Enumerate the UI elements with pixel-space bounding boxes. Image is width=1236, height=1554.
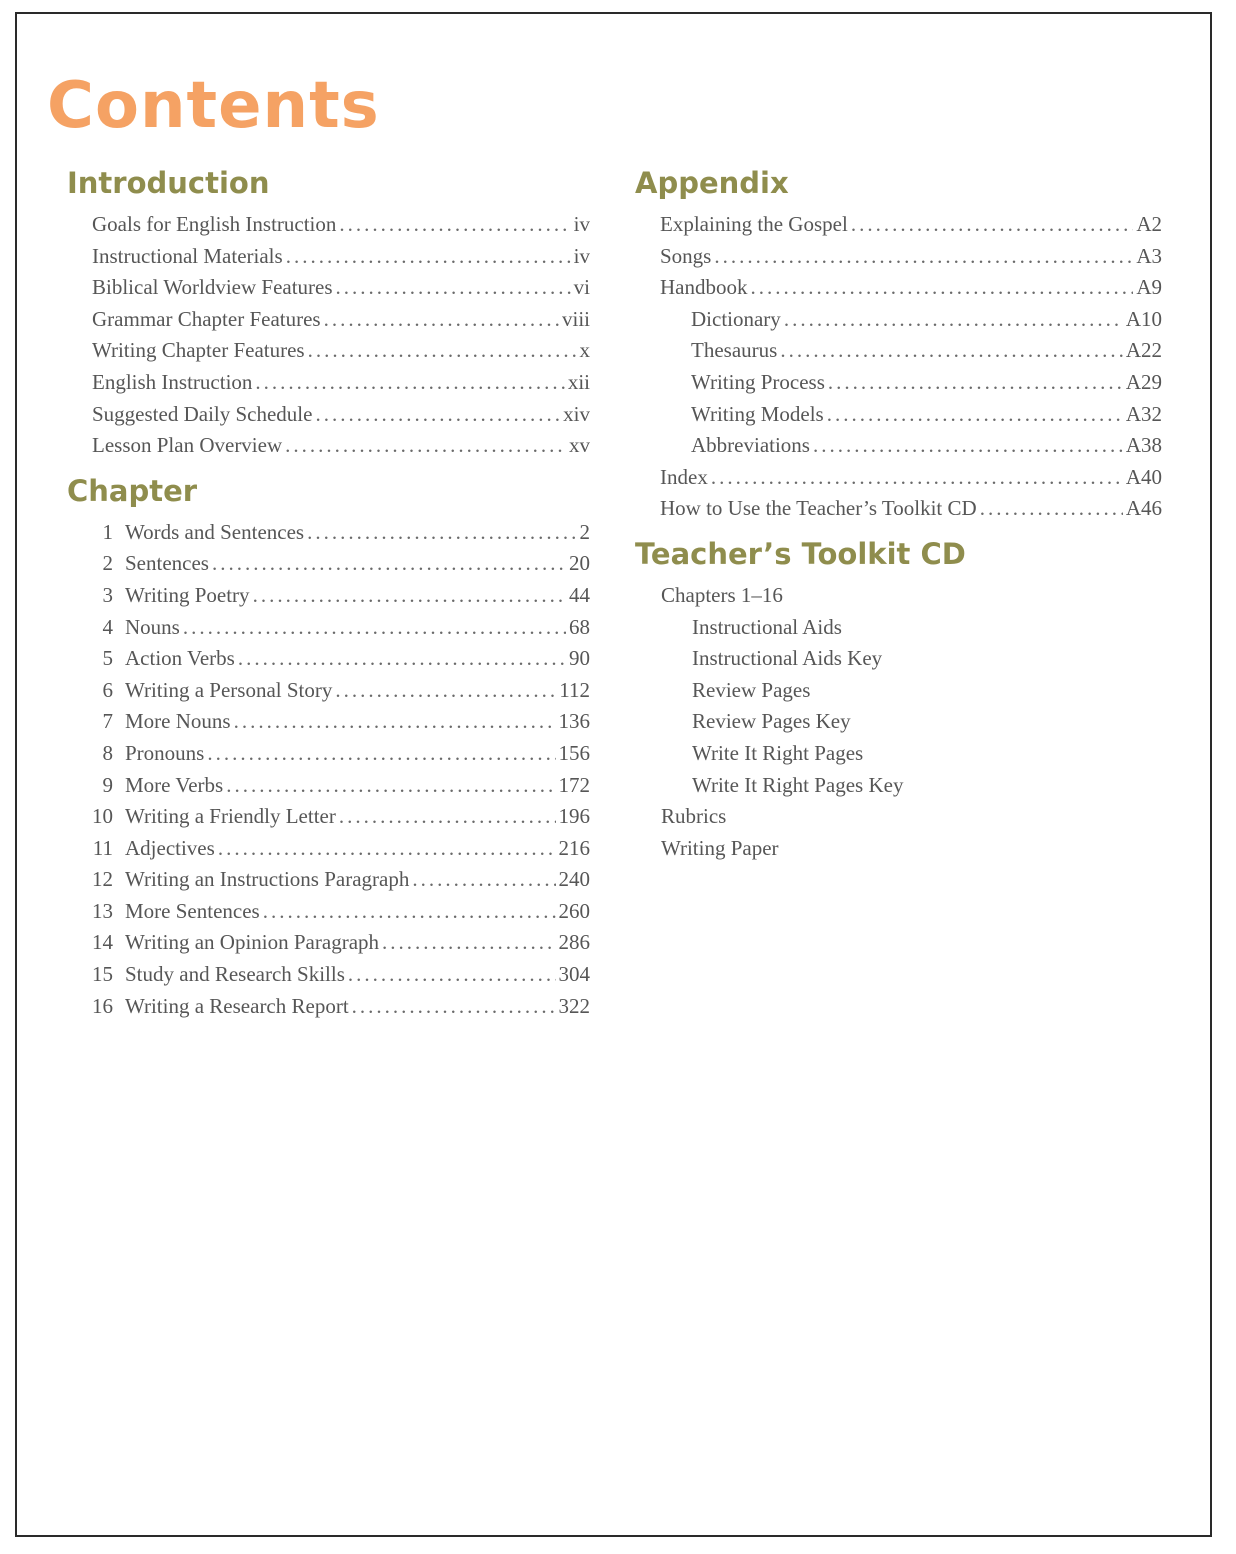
dot-leader — [980, 493, 1123, 525]
entry-page: A38 — [1125, 433, 1162, 458]
entry-label: Writing a Friendly Letter — [125, 804, 336, 829]
dot-leader — [308, 335, 577, 367]
right-column — [635, 164, 1162, 864]
toolkit-subitem[interactable]: Write It Right Pages — [692, 740, 864, 765]
dot-leader — [253, 580, 566, 612]
dot-leader — [813, 430, 1123, 462]
dot-leader — [218, 833, 556, 865]
entry-page: 44 — [569, 582, 590, 607]
entry-label: Study and Research Skills — [125, 962, 345, 987]
entry-label: Writing Process — [691, 369, 825, 394]
entry-page: A9 — [1136, 275, 1162, 300]
dot-leader — [335, 675, 556, 707]
entry-label: Songs — [660, 243, 712, 268]
chapter-entry[interactable] — [67, 517, 590, 549]
section-heading-introduction: Introduction — [67, 166, 270, 200]
entry-page: A22 — [1125, 338, 1162, 363]
section-heading-chapter: Chapter — [67, 473, 198, 508]
toc-subentry[interactable] — [635, 335, 1162, 367]
entry-page: 156 — [558, 740, 590, 765]
dot-leader — [751, 272, 1134, 304]
dot-leader — [234, 706, 556, 738]
chapter-number: 16 — [92, 993, 113, 1018]
entry-label: Pronouns — [125, 740, 205, 765]
entry-page: A29 — [1125, 369, 1162, 394]
toolkit-subitem[interactable]: Write It Right Pages Key — [692, 772, 904, 797]
toc-entry[interactable] — [67, 272, 590, 304]
toc-entry[interactable] — [67, 209, 590, 241]
dot-leader — [851, 209, 1134, 241]
entry-page: A40 — [1125, 464, 1162, 489]
chapter-number: 10 — [92, 804, 113, 829]
chapter-number: 5 — [102, 646, 113, 671]
chapter-number: 14 — [92, 930, 113, 955]
toc-subentry[interactable] — [635, 430, 1162, 462]
entry-page: iv — [573, 243, 590, 268]
dot-leader — [238, 643, 566, 675]
entry-label: Adjectives — [125, 835, 215, 860]
dot-leader — [827, 399, 1123, 431]
chapter-entry[interactable] — [67, 548, 590, 580]
chapter-number: 3 — [102, 582, 113, 607]
entry-page: 260 — [558, 898, 590, 923]
chapter-number: 9 — [102, 772, 113, 797]
entry-page: 136 — [558, 709, 590, 734]
entry-page: A10 — [1125, 306, 1162, 331]
entry-label: Writing Chapter Features — [92, 338, 305, 363]
chapter-number: 1 — [102, 519, 113, 544]
section-heading-appendix: Appendix — [635, 166, 789, 200]
toc-entry[interactable] — [635, 272, 1162, 304]
section-heading-toolkit: Teacher’s Toolkit CD — [635, 536, 966, 571]
dot-leader — [382, 927, 555, 959]
entry-label: Explaining the Gospel — [660, 212, 848, 236]
toc-subentry[interactable] — [635, 399, 1162, 431]
chapter-number: 15 — [92, 962, 113, 987]
entry-label: How to Use the Teacher’s Toolkit CD — [660, 496, 977, 521]
entry-page: 240 — [558, 867, 590, 892]
entry-page: 90 — [569, 646, 590, 671]
chapter-entry[interactable] — [67, 738, 590, 770]
entry-page: A46 — [1125, 496, 1162, 521]
chapter-number: 8 — [102, 740, 113, 765]
toc-subentry[interactable] — [635, 367, 1162, 399]
chapter-entry[interactable] — [67, 801, 590, 833]
entry-label: Writing an Instructions Paragraph — [125, 867, 410, 892]
toc-entry[interactable] — [635, 241, 1162, 273]
entry-page: 172 — [558, 772, 590, 797]
dot-leader — [828, 367, 1123, 399]
entry-page: x — [579, 338, 590, 363]
entry-label: Sentences — [125, 551, 209, 576]
entry-page: 2 — [579, 519, 590, 544]
chapter-number: 2 — [102, 551, 113, 576]
entry-label: English Instruction — [92, 369, 253, 394]
chapter-entry[interactable] — [67, 612, 590, 644]
entry-label: Biblical Worldview Features — [92, 275, 333, 300]
dot-leader — [711, 462, 1123, 494]
dot-leader — [336, 272, 571, 304]
dot-leader — [286, 241, 571, 273]
entry-label: Writing a Personal Story — [125, 677, 333, 702]
chapter-entry[interactable] — [67, 580, 590, 612]
entry-page: 112 — [559, 677, 590, 702]
dot-leader — [315, 399, 560, 431]
chapter-entry[interactable] — [67, 706, 590, 738]
dot-leader — [263, 896, 556, 928]
toc-entry[interactable] — [635, 493, 1162, 525]
toc-entry[interactable] — [67, 399, 590, 431]
dot-leader — [324, 304, 559, 336]
chapter-entry[interactable] — [67, 896, 590, 928]
toc-entry[interactable] — [635, 209, 1162, 241]
dot-leader — [307, 517, 576, 549]
entry-label: More Verbs — [125, 772, 224, 797]
entry-label: Lesson Plan Overview — [92, 433, 283, 458]
toolkit-item[interactable]: Writing Paper — [661, 835, 779, 860]
chapter-entry[interactable] — [67, 675, 590, 707]
dot-leader — [212, 548, 566, 580]
chapter-entry[interactable] — [67, 991, 590, 1023]
chapter-entry[interactable] — [67, 927, 590, 959]
entry-page: xii — [567, 369, 590, 394]
entry-page: 286 — [558, 930, 590, 955]
chapter-entry[interactable] — [67, 643, 590, 675]
entry-label: Writing a Research Report — [125, 993, 349, 1018]
entry-label: Handbook — [660, 275, 748, 300]
chapter-number: 6 — [102, 677, 113, 702]
toc-subentry[interactable] — [635, 304, 1162, 336]
entry-page: 20 — [569, 551, 590, 576]
toc-entry[interactable] — [67, 241, 590, 273]
entry-page: xiv — [563, 401, 590, 426]
dot-leader — [339, 209, 570, 241]
dot-leader — [255, 367, 564, 399]
dot-leader — [780, 335, 1123, 367]
entry-label: Action Verbs — [125, 646, 235, 671]
chapter-entry[interactable] — [67, 833, 590, 865]
entry-page: 304 — [558, 962, 590, 987]
entry-label: Grammar Chapter Features — [92, 306, 321, 331]
entry-label: Thesaurus — [691, 338, 778, 363]
page-title: Contents — [47, 69, 380, 143]
entry-label: Writing Poetry — [125, 582, 250, 607]
toolkit-list — [635, 580, 1162, 864]
toc-entry[interactable] — [67, 367, 590, 399]
toc-entry[interactable] — [67, 335, 590, 367]
entry-label: Instructional Materials — [92, 243, 283, 268]
chapter-number: 13 — [92, 898, 113, 923]
entry-label: Writing an Opinion Paragraph — [125, 930, 380, 955]
toc-page — [15, 12, 1212, 1537]
dot-leader — [339, 801, 556, 833]
appendix-list — [635, 209, 1162, 525]
chapter-number: 11 — [92, 835, 113, 860]
toc-entry[interactable] — [67, 304, 590, 336]
dot-leader — [183, 612, 566, 644]
entry-page: 196 — [558, 804, 590, 829]
dot-leader — [348, 959, 556, 991]
chapter-entry[interactable] — [67, 864, 590, 896]
entry-page: xv — [569, 433, 590, 458]
entry-label: Words and Sentences — [125, 519, 305, 544]
dot-leader — [714, 241, 1133, 273]
chapter-number: 12 — [92, 867, 113, 892]
toolkit-subitem[interactable]: Review Pages — [692, 677, 811, 702]
toolkit-subitem[interactable]: Instructional Aids — [692, 614, 842, 639]
dot-leader — [207, 738, 555, 770]
dot-leader — [412, 864, 555, 896]
toolkit-item[interactable]: Rubrics — [661, 804, 727, 829]
entry-label: Index — [660, 464, 708, 489]
chapter-number: 7 — [102, 709, 113, 734]
toc-entry[interactable] — [67, 430, 590, 462]
entry-page: 322 — [558, 993, 590, 1018]
toolkit-item[interactable]: Chapters 1–16 — [661, 582, 783, 607]
entry-label: Nouns — [125, 614, 180, 639]
entry-label: Writing Models — [691, 401, 824, 426]
entry-page: vi — [573, 275, 590, 300]
entry-label: Goals for English Instruction — [92, 212, 337, 236]
dot-leader — [784, 304, 1123, 336]
toc-entry[interactable] — [635, 462, 1162, 494]
entry-page: viii — [561, 306, 590, 331]
entry-page: A32 — [1125, 401, 1162, 426]
entry-label: Dictionary — [691, 306, 781, 331]
toolkit-subitem[interactable]: Instructional Aids Key — [692, 646, 883, 671]
entry-page: 68 — [569, 614, 590, 639]
entry-page: iv — [573, 212, 590, 236]
chapter-entry[interactable] — [67, 770, 590, 802]
dot-leader — [285, 430, 566, 462]
entry-page: 216 — [558, 835, 590, 860]
entry-page: A2 — [1136, 212, 1162, 236]
dot-leader — [352, 991, 556, 1023]
entry-label: Abbreviations — [691, 433, 810, 458]
entry-label: Suggested Daily Schedule — [92, 401, 313, 426]
chapter-number: 4 — [102, 614, 113, 639]
left-column — [67, 164, 590, 1022]
dot-leader — [226, 770, 555, 802]
toolkit-subitem[interactable]: Review Pages Key — [692, 709, 851, 734]
chapter-entry[interactable] — [67, 959, 590, 991]
entry-label: More Nouns — [125, 709, 231, 734]
chapter-list — [67, 517, 590, 1023]
entry-page: A3 — [1136, 243, 1162, 268]
introduction-list — [67, 209, 590, 462]
entry-label: More Sentences — [125, 898, 260, 923]
